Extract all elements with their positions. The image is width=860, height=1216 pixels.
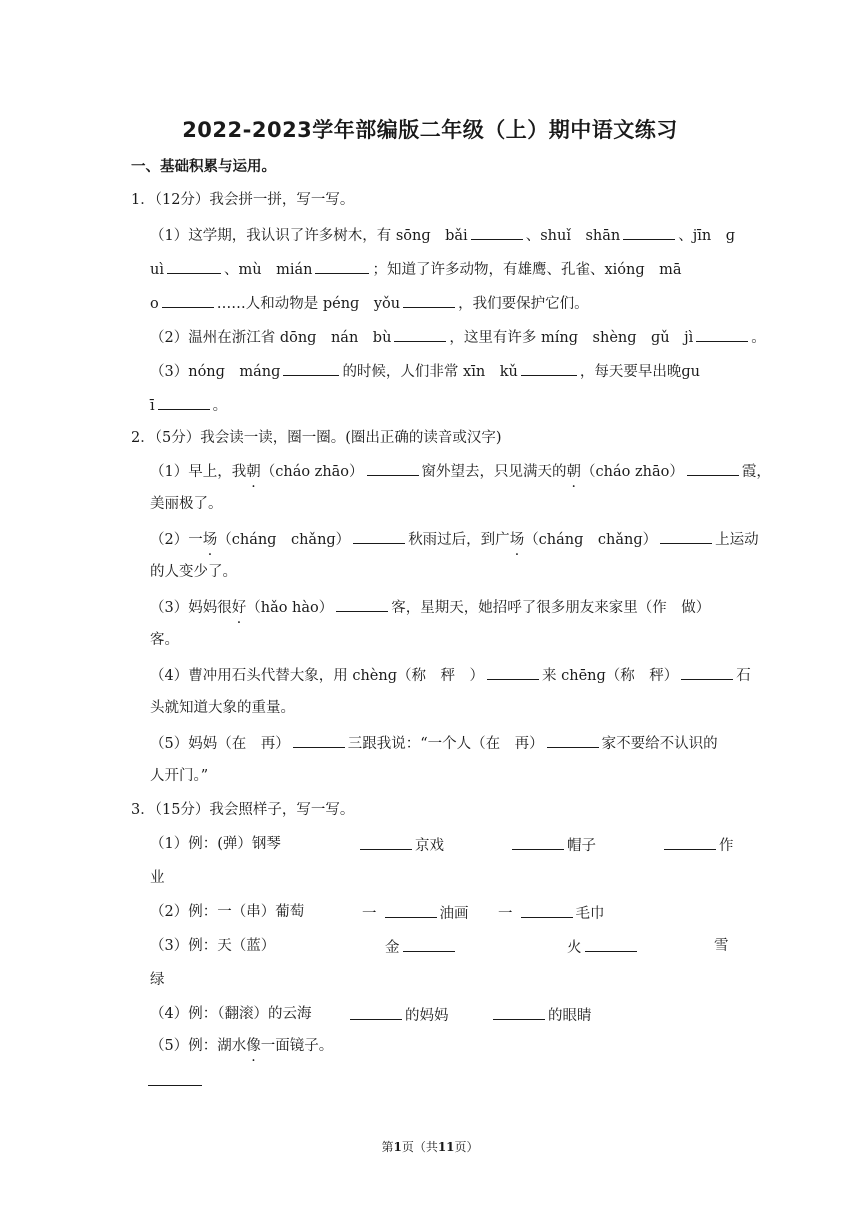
answer-blank[interactable] <box>471 224 523 240</box>
question-2-heading: 2．（5分）我会读一读，圈一圈。(圈出正确的读音或汉字) <box>131 430 502 446</box>
q2-line-7: （4）曹冲用石头代替大象，用 chènɡ（称 秤 ） 来 chēnɡ（称 秤） 石 <box>150 664 751 686</box>
answer-blank[interactable] <box>487 664 539 680</box>
q2-line-9: （5）妈妈（在 再） 三跟我说：“一个人（在 再） 家不要给不认识的 <box>150 732 718 754</box>
answer-blank[interactable] <box>512 834 564 850</box>
page-title: 2022-2023学年部编版二年级（上）期中语文练习 <box>182 118 678 142</box>
answer-blank[interactable] <box>664 834 716 850</box>
answer-blank[interactable] <box>403 292 455 308</box>
q3-line-6-b: 的妈妈 <box>347 1004 449 1026</box>
q3-line-6-c: 的眼睛 <box>490 1004 592 1026</box>
answer-blank[interactable] <box>403 936 455 952</box>
answer-blank[interactable] <box>687 460 739 476</box>
q3-answer-line <box>148 1070 202 1092</box>
answer-blank[interactable] <box>167 258 221 274</box>
q3-line-4-d: 雪 <box>714 938 729 954</box>
answer-blank[interactable] <box>158 394 210 410</box>
q3-line-3-b: 一 油画 <box>362 902 469 924</box>
dotted-char: 朝 <box>246 464 261 480</box>
answer-blank[interactable] <box>350 1004 402 1020</box>
q3-line-1-b: 京戏 <box>357 834 444 856</box>
answer-blank[interactable] <box>660 528 712 544</box>
q3-line-2: 业 <box>150 870 165 886</box>
dotted-char: 好 <box>231 600 247 616</box>
answer-blank[interactable] <box>148 1070 202 1086</box>
answer-blank[interactable] <box>283 360 339 376</box>
page-number: 1 <box>393 1140 402 1154</box>
answer-blank[interactable] <box>353 528 405 544</box>
answer-blank[interactable] <box>336 596 388 612</box>
answer-blank[interactable] <box>521 902 573 918</box>
q3-line-4-c: 火 <box>567 936 640 958</box>
q3-line-7: （5）例：湖水像一面镜子。 <box>150 1038 334 1054</box>
question-3-heading: 3．（15分）我会照样子，写一写。 <box>131 802 355 818</box>
q2-line-10: 人开门。” <box>150 768 209 784</box>
q3-line-1-d: 作 <box>661 834 734 856</box>
q2-line-4: 的人变少了。 <box>150 564 237 580</box>
q3-line-1-a: （1）例：(弹）钢琴 <box>150 836 281 852</box>
section-heading: 一、基础积累与运用。 <box>131 159 276 175</box>
dotted-char: 场 <box>202 532 218 548</box>
q1-line-5: （3）nónɡ mánɡ 的时候，人们非常 xīn kǔ ，每天要早出晚ɡu <box>150 360 700 382</box>
answer-blank[interactable] <box>623 224 675 240</box>
q2-line-3: （2）一场（chánɡ chǎnɡ） 秋雨过后，到广场（chánɡ chǎnɡ） 上运动 <box>150 528 759 550</box>
q2-line-5: （3）妈妈很好（hǎo hào） 客，星期天，她招呼了很多朋友来家里（作 做） <box>150 596 710 618</box>
answer-blank[interactable] <box>360 834 412 850</box>
q1-line-6: ī 。 <box>150 394 227 416</box>
page-total: 11 <box>437 1140 455 1154</box>
dotted-char: 朝 <box>566 464 582 480</box>
answer-blank[interactable] <box>293 732 345 748</box>
answer-blank[interactable] <box>162 292 214 308</box>
answer-blank[interactable] <box>681 664 733 680</box>
answer-blank[interactable] <box>315 258 369 274</box>
q2-line-8: 头就知道大象的重量。 <box>150 700 295 716</box>
q3-line-4-b: 金 <box>385 936 458 958</box>
answer-blank[interactable] <box>696 326 748 342</box>
answer-blank[interactable] <box>585 936 637 952</box>
answer-blank[interactable] <box>547 732 599 748</box>
q3-line-3-a: （2）例：一（串）葡萄 <box>150 904 305 920</box>
q2-line-1: （1）早上，我朝（cháo zhāo） 窗外望去，只见满天的朝（cháo zhāo） 霞， <box>150 460 771 482</box>
page-footer: 第1页（共11页） <box>381 1140 479 1154</box>
dotted-char: 像 <box>246 1038 261 1054</box>
dotted-char: 场 <box>509 532 525 548</box>
answer-blank[interactable] <box>521 360 577 376</box>
q1-line-2: uì 、mù mián ；知道了许多动物，有雄鹰、孔雀、xiónɡ mā <box>150 258 682 280</box>
q1-line-1: （1）这学期，我认识了许多树木，有 sōnɡ bǎi 、shuǐ shān 、jīn ɡ <box>150 224 735 246</box>
q3-line-6-a: （4）例：（翻滚）的云海 <box>150 1006 312 1022</box>
q2-line-6: 客。 <box>150 632 179 648</box>
answer-blank[interactable] <box>367 460 419 476</box>
q3-line-1-c: 帽子 <box>509 834 596 856</box>
answer-blank[interactable] <box>394 326 446 342</box>
question-1-heading: 1．（12分）我会拼一拼，写一写。 <box>131 192 355 208</box>
q3-line-3-c: 一 毛巾 <box>498 902 605 924</box>
q1-line-3: o ……人和动物是 pénɡ yǒu ，我们要保护它们。 <box>150 292 589 314</box>
answer-blank[interactable] <box>385 902 437 918</box>
q3-line-4-a: （3）例：天（蓝） <box>150 938 276 954</box>
q2-line-2: 美丽极了。 <box>150 496 223 512</box>
q3-line-5: 绿 <box>150 972 165 988</box>
q1-line-4: （2）温州在浙江省 dōnɡ nán bù ，这里有许多 mínɡ shènɡ ɡǔ jì 。 <box>150 326 766 348</box>
answer-blank[interactable] <box>493 1004 545 1020</box>
